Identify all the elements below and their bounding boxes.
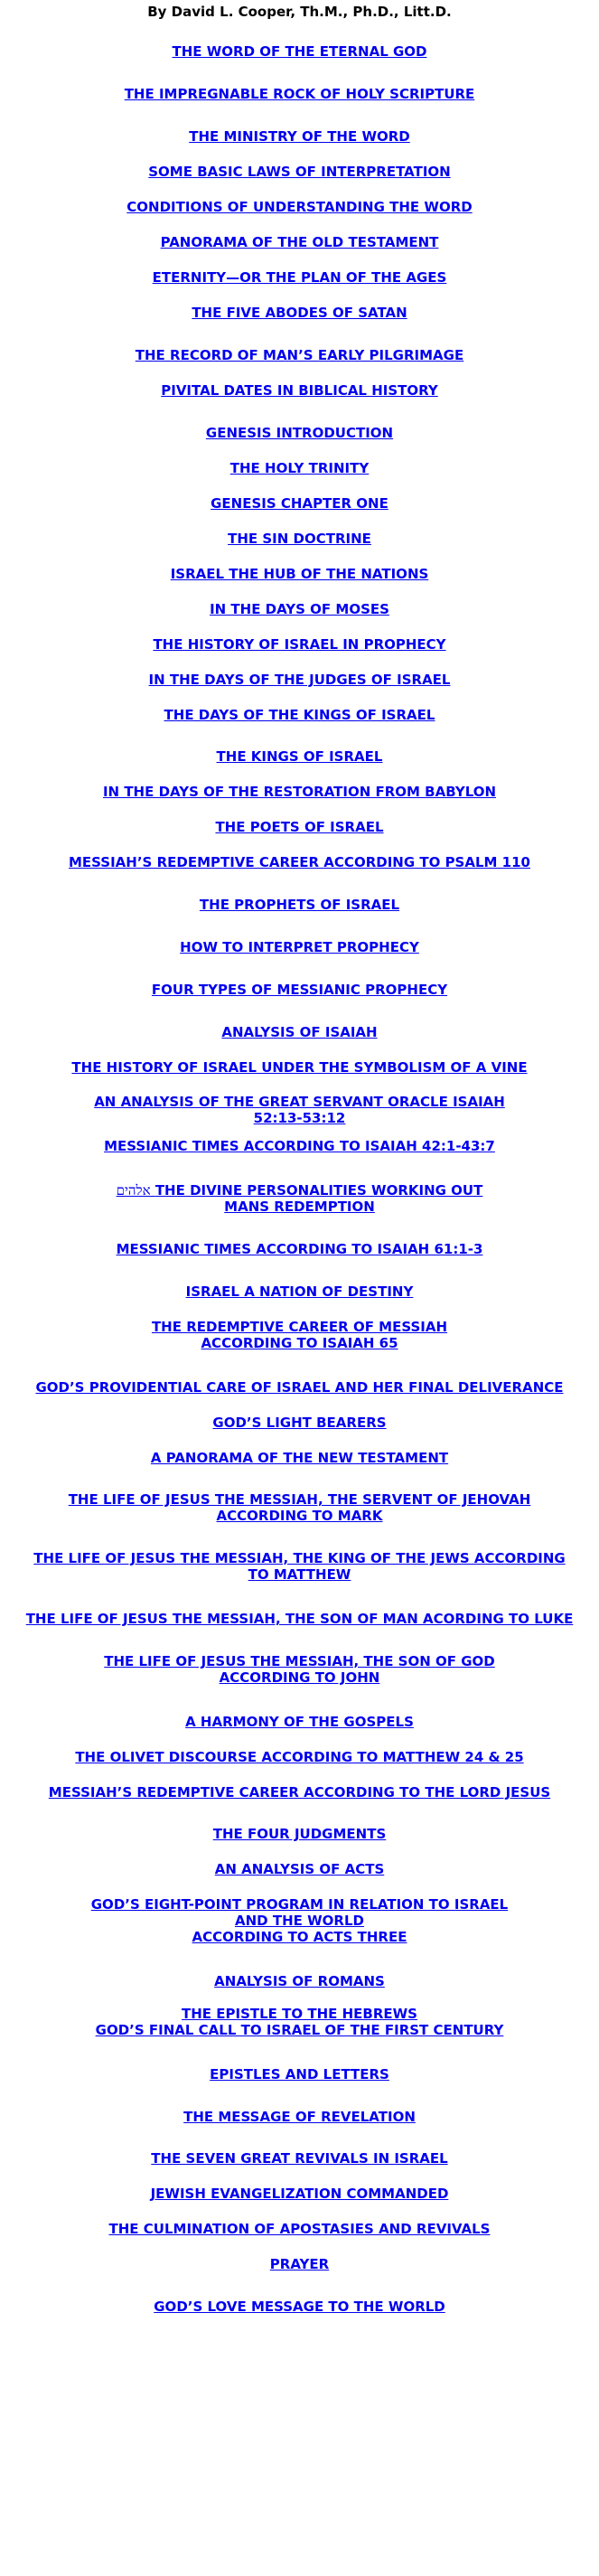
link-epistles-letters[interactable]: EPISTLES AND LETTERS [210, 2066, 389, 2082]
link-restoration-babylon[interactable]: IN THE DAYS OF THE RESTORATION FROM BABYLON [102, 784, 497, 800]
link-eternity-plan-of-ages[interactable]: ETERNITY—OR THE PLAN OF THE AGES [152, 269, 447, 286]
link-conditions-understanding[interactable]: CONDITIONS OF UNDERSTANDING THE WORD [126, 199, 473, 215]
link-seven-revivals[interactable]: THE SEVEN GREAT REVIVALS IN ISRAEL [151, 2150, 448, 2167]
link-epistle-hebrews[interactable]: THE EPISTLE TO THE HEBREWS GOD’S FINAL CALL TO ISRAEL OF THE FIRST CENTURY [95, 2006, 504, 2038]
link-prayer[interactable]: PRAYER [269, 2256, 330, 2272]
link-gods-love-message[interactable]: GOD’S LOVE MESSAGE TO THE WORLD [154, 2299, 445, 2315]
link-pivital-dates[interactable]: PIVITAL DATES IN BIBLICAL HISTORY [161, 382, 438, 399]
link-four-judgments[interactable]: THE FOUR JUDGMENTS [212, 1826, 387, 1842]
link-holy-trinity[interactable]: THE HOLY TRINITY [229, 460, 370, 476]
link-mans-early-pilgrimage[interactable]: THE RECORD OF MAN’S EARLY PILGRIMAGE [135, 347, 464, 363]
link-genesis-chapter-one[interactable]: GENESIS CHAPTER ONE [211, 495, 388, 512]
link-nation-of-destiny[interactable]: ISRAEL A NATION OF DESTINY [185, 1283, 414, 1300]
link-analysis-romans[interactable]: ANALYSIS OF ROMANS [214, 1973, 385, 1989]
link-olivet-discourse[interactable]: THE OLIVET DISCOURSE ACCORDING TO MATTHEW 24 & 25 [75, 1749, 524, 1765]
link-providential-care[interactable]: GOD’S PROVIDENTIAL CARE OF ISRAEL AND HER FINAL DELIVERANCE [35, 1379, 564, 1396]
link-poets-of-israel[interactable]: THE POETS OF ISRAEL [215, 819, 384, 835]
link-eight-point-program[interactable]: GOD’S EIGHT-POINT PROGRAM IN RELATION TO ISRAEL AND THE WORLD ACCORDING TO ACTS THREE [90, 1896, 509, 1945]
link-label: THE DIVINE PERSONALITIES WORKING OUT MANS REDEMPTION [154, 1182, 483, 1215]
link-light-bearers[interactable]: GOD’S LIGHT BEARERS [212, 1415, 387, 1431]
link-life-jesus-luke[interactable]: THE LIFE OF JESUS THE MESSIAH, THE SON OF MAN ACORDING TO LUKE [25, 1611, 574, 1627]
link-impregnable-rock[interactable]: THE IMPREGNABLE ROCK OF HOLY SCRIPTURE [124, 86, 475, 102]
link-culmination-apostasies[interactable]: THE CULMINATION OF APOSTASIES AND REVIVALS [108, 2221, 491, 2237]
link-israel-hub-nations[interactable]: ISRAEL THE HUB OF THE NATIONS [170, 566, 429, 582]
link-interpret-prophecy[interactable]: HOW TO INTERPRET PROPHECY [180, 939, 419, 955]
link-basic-laws-interpretation[interactable]: SOME BASIC LAWS OF INTERPRETATION [148, 164, 451, 180]
link-analysis-acts[interactable]: AN ANALYSIS OF ACTS [214, 1861, 385, 1877]
link-kings-of-israel[interactable]: THE KINGS OF ISRAEL [216, 748, 383, 765]
link-psalm-110[interactable]: MESSIAH’S REDEMPTIVE CAREER ACCORDING TO PSALM 110 [69, 854, 530, 870]
link-sin-doctrine[interactable]: THE SIN DOCTRINE [228, 531, 371, 547]
link-servant-oracle[interactable]: AN ANALYSIS OF THE GREAT SERVANT ORACLE ISAIAH 52:13-53:12 [94, 1094, 505, 1126]
link-history-israel-prophecy[interactable]: THE HISTORY OF ISRAEL IN PROPHECY [153, 636, 446, 653]
link-life-jesus-mark[interactable]: THE LIFE OF JESUS THE MESSIAH, THE SERVENT OF JEHOVAH ACCORDING TO MARK [68, 1491, 531, 1524]
link-divine-personalities[interactable] [0, 1182, 599, 1215]
link-harmony-gospels[interactable]: A HARMONY OF THE GOSPELS [185, 1714, 414, 1730]
hebrew-elohim-text: אלהים [116, 1182, 151, 1199]
link-panorama-old-testament[interactable]: PANORAMA OF THE OLD TESTAMENT [160, 234, 439, 250]
link-isaiah-42[interactable]: MESSIANIC TIMES ACCORDING TO ISAIAH 42:1-43:7 [104, 1138, 495, 1154]
link-life-jesus-matthew[interactable]: THE LIFE OF JESUS THE MESSIAH, THE KING OF THE JEWS ACCORDING TO MATTHEW [33, 1550, 566, 1583]
link-analysis-isaiah[interactable]: ANALYSIS OF ISAIAH [221, 1024, 378, 1040]
link-symbolism-of-vine[interactable]: THE HISTORY OF ISRAEL UNDER THE SYMBOLISM OF A VINE [71, 1059, 528, 1076]
link-days-of-moses[interactable]: IN THE DAYS OF MOSES [210, 601, 389, 617]
link-life-jesus-john[interactable]: THE LIFE OF JESUS THE MESSIAH, THE SON OF GOD ACCORDING TO JOHN [104, 1653, 495, 1686]
link-five-abodes-satan[interactable]: THE FIVE ABODES OF SATAN [192, 305, 407, 321]
link-according-lord-jesus[interactable]: MESSIAH’S REDEMPTIVE CAREER ACCORDING TO THE LORD JESUS [48, 1784, 551, 1800]
link-prophets-of-israel[interactable]: THE PROPHETS OF ISRAEL [199, 897, 400, 913]
link-message-revelation[interactable]: THE MESSAGE OF REVELATION [183, 2109, 416, 2125]
link-days-of-kings[interactable]: THE DAYS OF THE KINGS OF ISRAEL [164, 707, 435, 723]
link-genesis-introduction[interactable]: GENESIS INTRODUCTION [205, 425, 394, 441]
link-isaiah-61[interactable]: MESSIANIC TIMES ACCORDING TO ISAIAH 61:1-3 [116, 1241, 483, 1257]
author-line: By David L. Cooper, Th.M., Ph.D., Litt.D. [147, 4, 452, 20]
link-isaiah-65[interactable]: THE REDEMPTIVE CAREER OF MESSIAH ACCORDING TO ISAIAH 65 [151, 1319, 448, 1351]
link-four-types-prophecy[interactable]: FOUR TYPES OF MESSIANIC PROPHECY [151, 982, 448, 998]
link-panorama-new-testament[interactable]: A PANORAMA OF THE NEW TESTAMENT [150, 1450, 449, 1466]
link-days-of-judges[interactable]: IN THE DAYS OF THE JUDGES OF ISRAEL [148, 672, 451, 688]
link-word-of-eternal-god[interactable]: THE WORD OF THE ETERNAL GOD [172, 43, 427, 60]
link-ministry-of-word[interactable]: THE MINISTRY OF THE WORD [189, 128, 410, 145]
link-jewish-evangelization[interactable]: JEWISH EVANGELIZATION COMMANDED [150, 2186, 449, 2202]
